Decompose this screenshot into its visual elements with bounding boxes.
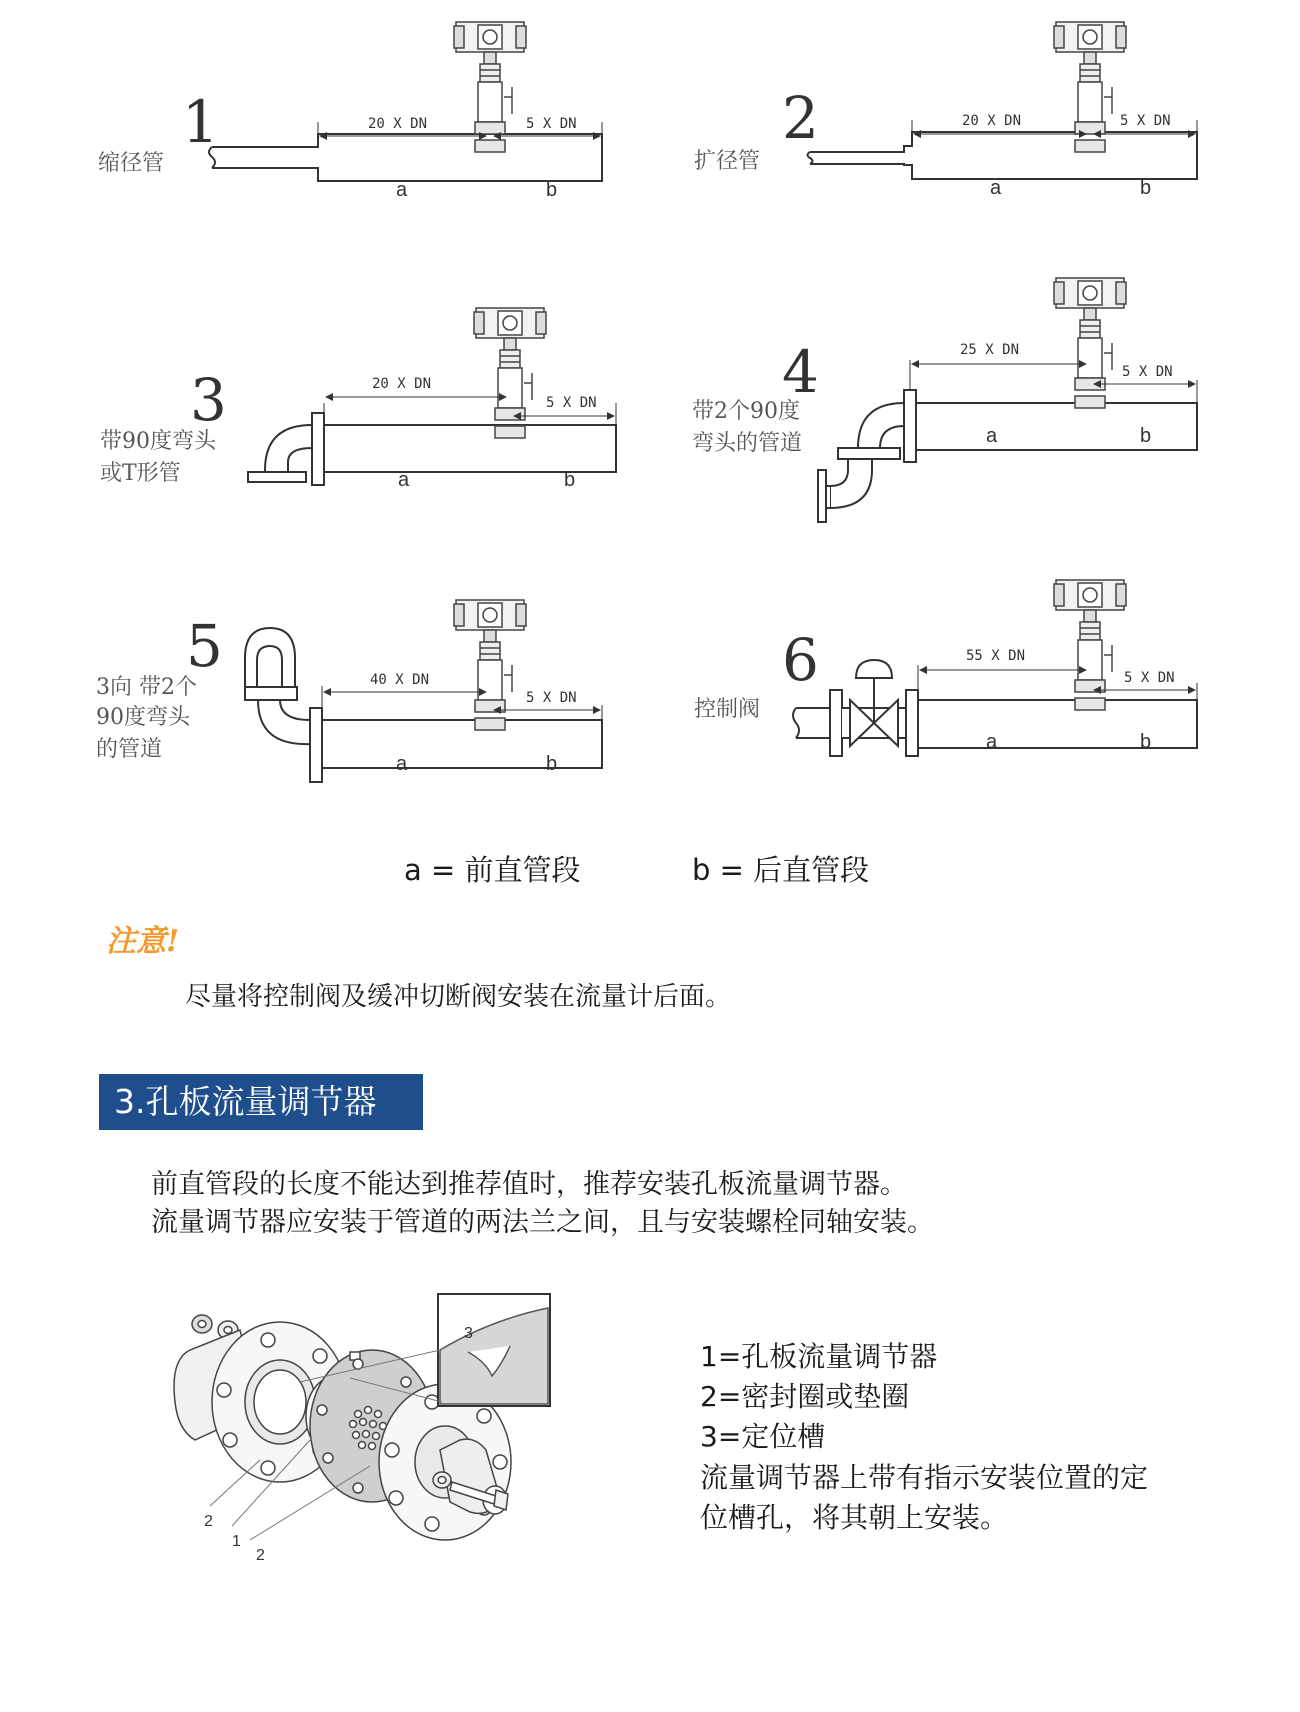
label-a: a xyxy=(398,469,410,491)
legend-a: a = 前直管段 xyxy=(404,853,581,887)
downstream-length: 5 X DN xyxy=(546,395,597,411)
diagram-5 xyxy=(96,600,602,782)
label-a: a xyxy=(990,177,1002,199)
diagram-number: 5 xyxy=(186,612,223,680)
diagram-2 xyxy=(694,22,1197,199)
diagram-caption: 的管道 xyxy=(96,737,163,762)
diagram-number: 6 xyxy=(782,626,819,694)
figure-legend-item: 位槽孔，将其朝上安装。 xyxy=(700,1501,1009,1534)
diagram-1 xyxy=(98,22,602,201)
label-a: a xyxy=(986,425,998,447)
diagram-caption: 带2个90度 xyxy=(692,399,800,424)
upstream-length: 20 X DN xyxy=(962,113,1022,129)
diagram-caption: 弯头的管道 xyxy=(692,431,803,456)
note-text: 尽量将控制阀及缓冲切断阀安装在流量计后面。 xyxy=(185,982,732,1012)
label-b: b xyxy=(546,179,558,201)
legend-b: b = 后直管段 xyxy=(692,853,870,887)
upstream-length: 55 X DN xyxy=(966,648,1026,664)
label-a: a xyxy=(396,179,408,201)
downstream-length: 5 X DN xyxy=(1120,113,1171,129)
label-b: b xyxy=(546,753,558,775)
downstream-length: 5 X DN xyxy=(1124,670,1175,686)
callout-2: 2 xyxy=(256,1547,265,1564)
figure-legend-item: 2=密封圈或垫圈 xyxy=(700,1380,910,1413)
figure-legend-item: 流量调节器上带有指示安装位置的定 xyxy=(700,1461,1149,1494)
diagram-number: 3 xyxy=(190,366,227,434)
diagram-caption: 带90度弯头 xyxy=(100,429,216,454)
callout-3: 3 xyxy=(464,1325,473,1342)
figure-legend-item: 3=定位槽 xyxy=(700,1420,826,1453)
paragraph: 前直管段的长度不能达到推荐值时，推荐安装孔板流量调节器。 xyxy=(151,1169,907,1200)
note-title: 注意! xyxy=(106,924,180,959)
diagram-caption: 或T形管 xyxy=(100,461,181,486)
downstream-length: 5 X DN xyxy=(1122,364,1173,380)
label-b: b xyxy=(1140,425,1152,447)
callout-2: 2 xyxy=(204,1513,213,1530)
diagram-caption: 扩径管 xyxy=(694,149,761,174)
diagram-number: 2 xyxy=(782,84,819,152)
section-title: 3.孔板流量调节器 xyxy=(99,1074,423,1130)
flow-conditioner-figure xyxy=(150,1290,620,1620)
label-a: a xyxy=(396,753,408,775)
installation-diagrams xyxy=(0,0,1300,830)
upstream-length: 20 X DN xyxy=(368,116,428,132)
label-a: a xyxy=(986,731,998,753)
diagram-4 xyxy=(692,278,1197,522)
figure-legend-item: 1=孔板流量调节器 xyxy=(700,1340,938,1373)
downstream-length: 5 X DN xyxy=(526,690,577,706)
diagram-3 xyxy=(100,308,616,491)
diagram-caption: 缩径管 xyxy=(98,151,165,176)
paragraph: 流量调节器应安装于管道的两法兰之间，且与安装螺栓同轴安装。 xyxy=(151,1207,934,1238)
label-b: b xyxy=(1140,731,1152,753)
upstream-length: 20 X DN xyxy=(372,376,432,392)
diagram-caption: 3向 带2个 xyxy=(96,675,197,700)
diagram-caption: 90度弯头 xyxy=(96,705,190,730)
upstream-length: 25 X DN xyxy=(960,342,1020,358)
diagram-caption: 控制阀 xyxy=(694,697,761,722)
diagram-number: 4 xyxy=(782,338,819,406)
diagram-6 xyxy=(694,580,1197,756)
label-b: b xyxy=(1140,177,1152,199)
downstream-length: 5 X DN xyxy=(526,116,577,132)
upstream-length: 40 X DN xyxy=(370,672,430,688)
diagram-number: 1 xyxy=(182,88,219,156)
label-b: b xyxy=(564,469,576,491)
callout-1: 1 xyxy=(232,1533,241,1550)
